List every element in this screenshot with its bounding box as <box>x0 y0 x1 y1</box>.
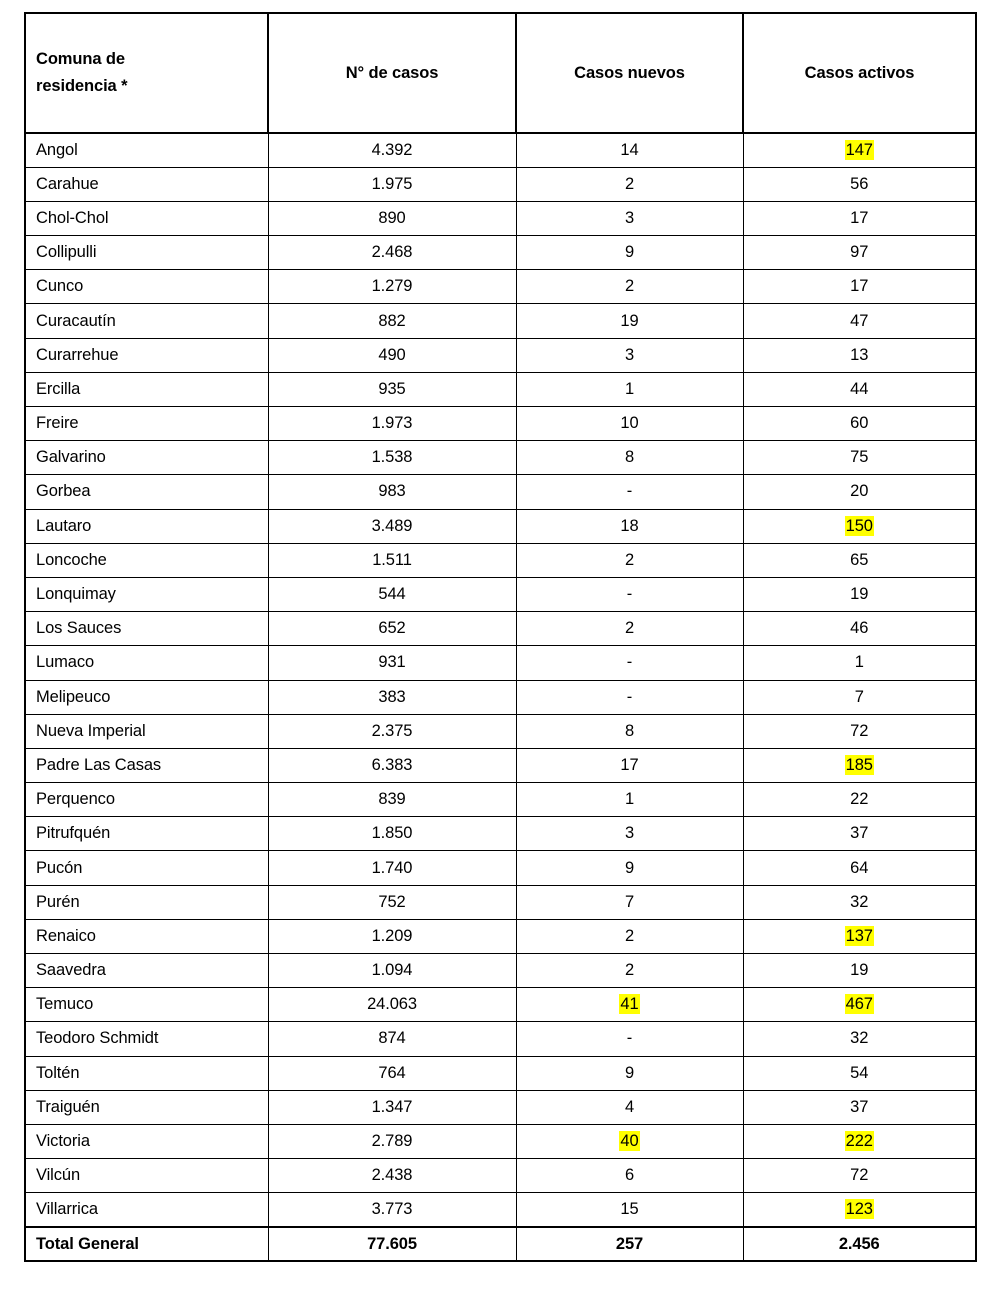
cell-comuna: Temuco <box>25 988 268 1022</box>
total-row <box>25 1227 976 1261</box>
cell-comuna: Ercilla <box>25 372 268 406</box>
cell-casos-activos: 64 <box>743 851 976 885</box>
table-row <box>25 1193 976 1227</box>
cell-casos: 1.538 <box>268 441 516 475</box>
cell-casos-nuevos: 2 <box>516 954 743 988</box>
cell-casos: 544 <box>268 577 516 611</box>
cell-comuna: Pitrufquén <box>25 817 268 851</box>
table-row <box>25 1124 976 1158</box>
table-row <box>25 475 976 509</box>
cell-casos-activos: 32 <box>743 1022 976 1056</box>
cell-casos-nuevos: - <box>516 646 743 680</box>
cell-comuna: Villarrica <box>25 1193 268 1227</box>
column-header-comuna-line2: residencia * <box>36 77 128 95</box>
cell-casos: 1.209 <box>268 919 516 953</box>
cell-casos-activos <box>743 919 976 953</box>
cell-casos: 1.740 <box>268 851 516 885</box>
cell-casos-nuevos: 2 <box>516 167 743 201</box>
cell-casos-activos: 72 <box>743 1159 976 1193</box>
cell-casos: 882 <box>268 304 516 338</box>
cell-casos-activos: 1 <box>743 646 976 680</box>
table-row <box>25 236 976 270</box>
cell-casos: 1.850 <box>268 817 516 851</box>
cell-casos-nuevos <box>516 988 743 1022</box>
cell-total-activos: 2.456 <box>743 1227 976 1261</box>
cell-casos: 2.438 <box>268 1159 516 1193</box>
cell-casos-nuevos: 6 <box>516 1159 743 1193</box>
cell-comuna: Saavedra <box>25 954 268 988</box>
highlighted-value: 185 <box>845 755 873 774</box>
cell-casos: 1.975 <box>268 167 516 201</box>
cell-casos-activos <box>743 748 976 782</box>
cell-comuna: Toltén <box>25 1056 268 1090</box>
cell-comuna: Vilcún <box>25 1159 268 1193</box>
cell-casos-activos: 22 <box>743 783 976 817</box>
highlighted-value: 467 <box>845 995 873 1014</box>
cell-comuna: Cunco <box>25 270 268 304</box>
cell-casos-activos: 56 <box>743 167 976 201</box>
cell-comuna: Victoria <box>25 1124 268 1158</box>
highlighted-value: 222 <box>845 1132 873 1151</box>
cell-casos-nuevos: 1 <box>516 783 743 817</box>
table-row <box>25 577 976 611</box>
table-row <box>25 783 976 817</box>
cell-casos-nuevos: 3 <box>516 338 743 372</box>
cell-casos-nuevos: 9 <box>516 1056 743 1090</box>
cell-total-nuevos: 257 <box>516 1227 743 1261</box>
cell-casos: 4.392 <box>268 133 516 167</box>
cell-casos-activos: 13 <box>743 338 976 372</box>
cell-comuna: Angol <box>25 133 268 167</box>
cell-comuna: Loncoche <box>25 543 268 577</box>
cell-comuna: Curarrehue <box>25 338 268 372</box>
cell-casos: 764 <box>268 1056 516 1090</box>
cell-comuna: Galvarino <box>25 441 268 475</box>
cell-casos: 931 <box>268 646 516 680</box>
cell-casos-nuevos: - <box>516 577 743 611</box>
cell-casos-activos: 19 <box>743 954 976 988</box>
cell-casos: 383 <box>268 680 516 714</box>
cell-casos: 2.375 <box>268 714 516 748</box>
cell-casos-nuevos: 19 <box>516 304 743 338</box>
highlighted-value: 147 <box>845 140 873 159</box>
cell-casos: 752 <box>268 885 516 919</box>
cell-casos-activos: 32 <box>743 885 976 919</box>
cell-casos-activos <box>743 1124 976 1158</box>
cell-casos-nuevos: 2 <box>516 270 743 304</box>
cell-casos: 874 <box>268 1022 516 1056</box>
cell-casos: 1.094 <box>268 954 516 988</box>
cell-casos-activos: 60 <box>743 407 976 441</box>
cell-casos-nuevos: 2 <box>516 612 743 646</box>
cases-by-commune-table <box>24 12 977 1262</box>
table-row <box>25 1159 976 1193</box>
column-header-activos: Casos activos <box>743 13 976 133</box>
table-row <box>25 372 976 406</box>
cell-comuna: Nueva Imperial <box>25 714 268 748</box>
table-row <box>25 748 976 782</box>
column-header-comuna <box>25 13 268 133</box>
cell-casos-activos <box>743 988 976 1022</box>
highlighted-value: 137 <box>845 926 873 945</box>
cell-casos: 1.973 <box>268 407 516 441</box>
cell-casos-nuevos: - <box>516 680 743 714</box>
cell-casos-activos: 97 <box>743 236 976 270</box>
cell-comuna: Pucón <box>25 851 268 885</box>
cell-casos-nuevos: 1 <box>516 372 743 406</box>
cell-casos: 839 <box>268 783 516 817</box>
table-row <box>25 133 976 167</box>
cell-casos-activos: 20 <box>743 475 976 509</box>
cell-casos-activos: 47 <box>743 304 976 338</box>
table-row <box>25 851 976 885</box>
cell-comuna: Teodoro Schmidt <box>25 1022 268 1056</box>
cell-casos-nuevos: 18 <box>516 509 743 543</box>
cell-casos: 6.383 <box>268 748 516 782</box>
table-row <box>25 270 976 304</box>
table-row <box>25 407 976 441</box>
cell-casos: 3.773 <box>268 1193 516 1227</box>
cell-comuna: Chol-Chol <box>25 201 268 235</box>
cell-casos: 2.468 <box>268 236 516 270</box>
cell-comuna: Perquenco <box>25 783 268 817</box>
table-row <box>25 885 976 919</box>
cell-comuna: Lonquimay <box>25 577 268 611</box>
cell-casos: 1.511 <box>268 543 516 577</box>
table-row <box>25 680 976 714</box>
cell-total-casos: 77.605 <box>268 1227 516 1261</box>
cell-casos-nuevos: 14 <box>516 133 743 167</box>
cell-casos: 3.489 <box>268 509 516 543</box>
cell-casos-nuevos: 10 <box>516 407 743 441</box>
cell-casos: 2.789 <box>268 1124 516 1158</box>
cell-casos: 935 <box>268 372 516 406</box>
cell-casos-activos: 75 <box>743 441 976 475</box>
table-row <box>25 714 976 748</box>
cell-casos-activos: 44 <box>743 372 976 406</box>
cell-total-label: Total General <box>25 1227 268 1261</box>
cell-comuna: Gorbea <box>25 475 268 509</box>
table-header <box>25 13 976 133</box>
column-header-casos: N° de casos <box>268 13 516 133</box>
cell-comuna: Purén <box>25 885 268 919</box>
cell-casos-activos: 37 <box>743 817 976 851</box>
cell-casos-activos: 65 <box>743 543 976 577</box>
cell-casos-nuevos <box>516 1124 743 1158</box>
table-row <box>25 954 976 988</box>
table-row <box>25 1022 976 1056</box>
cell-casos-activos <box>743 509 976 543</box>
table-row <box>25 201 976 235</box>
cell-casos-nuevos: 9 <box>516 851 743 885</box>
cell-casos-nuevos: 3 <box>516 201 743 235</box>
column-header-comuna-line1: Comuna de <box>36 49 125 68</box>
cell-casos-activos: 37 <box>743 1090 976 1124</box>
cell-comuna: Melipeuco <box>25 680 268 714</box>
table-row <box>25 509 976 543</box>
cell-casos: 652 <box>268 612 516 646</box>
cell-casos-activos: 46 <box>743 612 976 646</box>
cell-casos-activos <box>743 1193 976 1227</box>
table-row <box>25 1056 976 1090</box>
table-row <box>25 612 976 646</box>
cell-casos-activos <box>743 133 976 167</box>
cell-casos: 1.279 <box>268 270 516 304</box>
table-row <box>25 304 976 338</box>
cell-casos: 890 <box>268 201 516 235</box>
cell-comuna: Freire <box>25 407 268 441</box>
cell-casos-activos: 72 <box>743 714 976 748</box>
cell-comuna: Curacautín <box>25 304 268 338</box>
cell-casos-activos: 54 <box>743 1056 976 1090</box>
cell-casos-nuevos: 17 <box>516 748 743 782</box>
table-row <box>25 338 976 372</box>
cell-casos-nuevos: 3 <box>516 817 743 851</box>
cell-casos-nuevos: 9 <box>516 236 743 270</box>
cell-comuna: Lumaco <box>25 646 268 680</box>
table-row <box>25 646 976 680</box>
table-row <box>25 1090 976 1124</box>
cell-comuna: Renaico <box>25 919 268 953</box>
table-row <box>25 919 976 953</box>
table-row <box>25 817 976 851</box>
cell-comuna: Lautaro <box>25 509 268 543</box>
header-row <box>25 13 976 133</box>
cell-casos-nuevos: 15 <box>516 1193 743 1227</box>
cell-casos-nuevos: 7 <box>516 885 743 919</box>
cell-casos: 490 <box>268 338 516 372</box>
cell-casos-nuevos: - <box>516 1022 743 1056</box>
table-body <box>25 133 976 1261</box>
cell-comuna: Carahue <box>25 167 268 201</box>
highlighted-value: 41 <box>620 995 639 1014</box>
table-row <box>25 543 976 577</box>
cell-casos-nuevos: 2 <box>516 919 743 953</box>
cell-comuna: Traiguén <box>25 1090 268 1124</box>
cell-comuna: Los Sauces <box>25 612 268 646</box>
cell-casos: 24.063 <box>268 988 516 1022</box>
cell-casos-nuevos: - <box>516 475 743 509</box>
cell-casos-activos: 7 <box>743 680 976 714</box>
cell-comuna: Padre Las Casas <box>25 748 268 782</box>
cell-casos-activos: 19 <box>743 577 976 611</box>
table-row <box>25 988 976 1022</box>
highlighted-value: 123 <box>845 1200 873 1219</box>
cell-casos-nuevos: 8 <box>516 714 743 748</box>
highlighted-value: 40 <box>620 1132 639 1151</box>
cell-casos-activos: 17 <box>743 270 976 304</box>
cell-casos-nuevos: 2 <box>516 543 743 577</box>
column-header-nuevos: Casos nuevos <box>516 13 743 133</box>
cell-casos: 983 <box>268 475 516 509</box>
cell-comuna: Collipulli <box>25 236 268 270</box>
table-row <box>25 167 976 201</box>
cell-casos-activos: 17 <box>743 201 976 235</box>
table-row <box>25 441 976 475</box>
cell-casos: 1.347 <box>268 1090 516 1124</box>
highlighted-value: 150 <box>845 516 873 535</box>
cell-casos-nuevos: 8 <box>516 441 743 475</box>
cell-casos-nuevos: 4 <box>516 1090 743 1124</box>
